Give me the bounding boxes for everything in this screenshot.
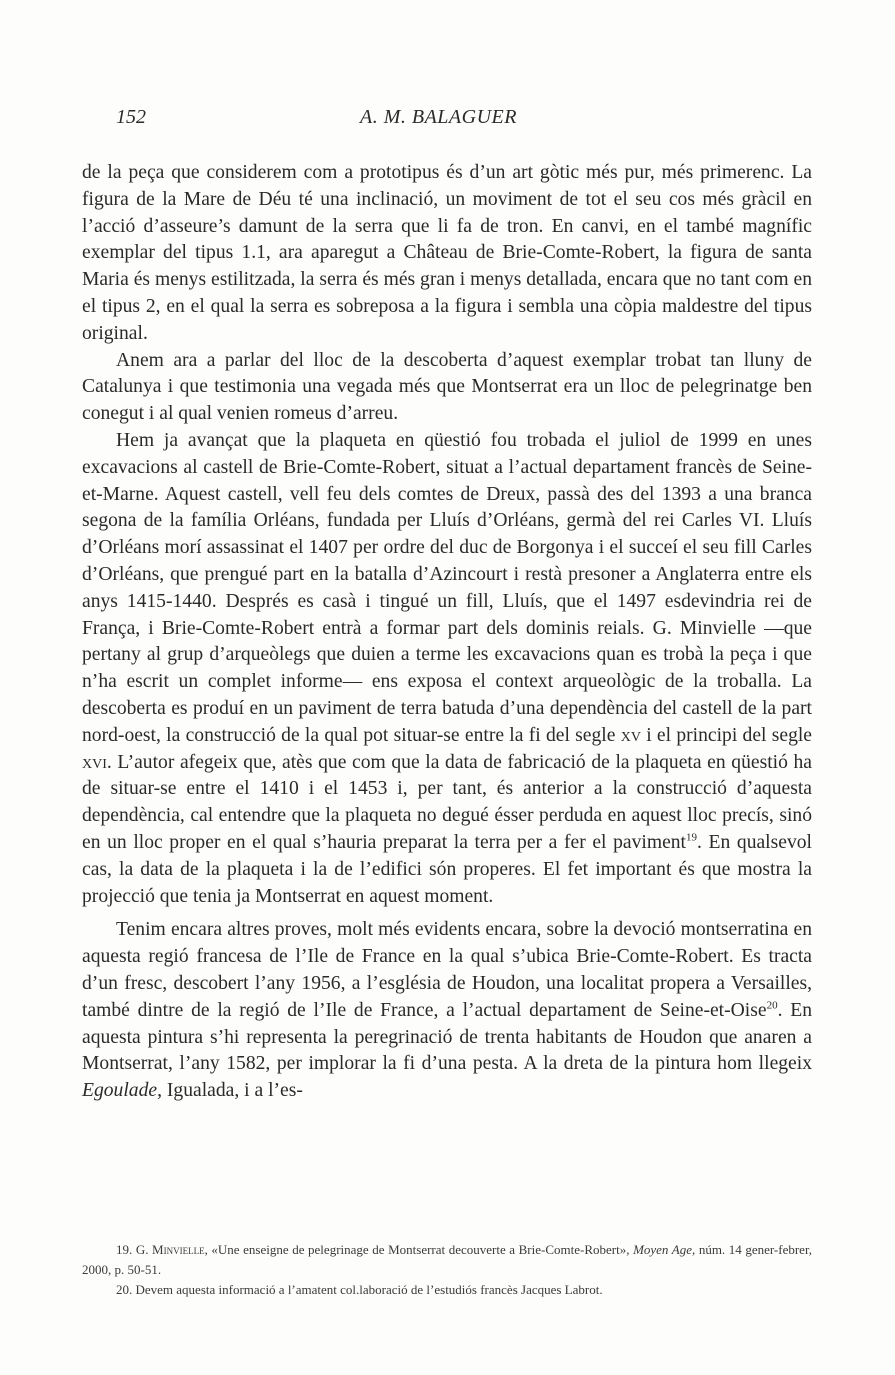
footnote-19 (82, 1240, 812, 1280)
paragraph-3-part-c: . L’autor afegeix que, atès que com que la data de fabricació de la plaqueta en qüestió ha de situar-se entre el 1410 i el 1453 i, per tant, és anterior a la construcció d’aquesta dependència, cal entendre que la plaqueta no degué ésser perduda en aquest lloc precís, sinó en un lloc proper en el qual s’hauria preparat la terra per a fer el paviment (82, 751, 812, 853)
footnote-19-journal: Moyen Age, (633, 1242, 696, 1257)
footnote-19-number: 19. G. (116, 1242, 149, 1257)
running-head: A. M. BALAGUER (360, 106, 517, 128)
century-xv: xv (620, 724, 641, 746)
footnote-19-details: núm. 14 gener-febrer, 2000, p. 50-51. (82, 1242, 813, 1277)
paragraph-2: Anem ara a parlar del lloc de la descoberta d’aquest exemplar trobat tan lluny de Catalunya i que testimonia una vegada més que Montserrat era un lloc de pelegrinatge ben conegut i al qual venien romeus d’arreu. (82, 349, 812, 425)
paragraph-3 (82, 428, 812, 910)
paragraph-4 (82, 917, 812, 1105)
page-header (116, 106, 816, 136)
footnote-20: 20. Devem aquesta informació a l’amatent col.laboració de l’estudiós francès Jacques Labrot. (116, 1282, 603, 1297)
footnote-ref-20: 20 (766, 999, 778, 1012)
footnote-ref-19: 19 (686, 831, 697, 844)
paragraph-1: de la peça que considerem com a prototipus és d’un art gòtic més pur, més primerenc. La figura de la Mare de Déu té una inclinació, un moviment de tot el seu cos més gràcil en l’acció d’asseure’s damunt de la serra que li fa de tron. En canvi, en el també magnífic exemplar del tipus 1.1, ara aparegut a Château de Brie-Comte-Robert, la figura de santa Maria és menys estilitzada, la serra és més gran i menys detallada, encara que no tant com en el tipus 2, en el qual la serra es sobreposa a la figura i sembla una còpia maldestre del tipus original. (82, 162, 812, 344)
paragraph-3-part-d: . En qualsevol cas, la data de la plaqueta i la de l’edifici són properes. El fet important és que mostra la projecció que tenia ja Montserrat en aquest moment. (82, 831, 812, 907)
paragraph-4-part-a: Tenim encara altres proves, molt més evidents encara, sobre la devoció montserratina en aquesta regió francesa de l’Ile de France en la qual s’ubica Brie-Comte-Robert. Es tracta d’un fresc, descobert l’any 1956, a l’església de Houdon, una localitat propera a Versailles, també dintre de la regió de l’Ile de France, a l’actual departament de Seine-et-Oise (82, 919, 812, 1021)
paragraph-3-part-a: Hem ja avançat que la plaqueta en qüestió fou trobada el juliol de 1999 en unes excavacions al castell de Brie-Comte-Robert, situat a l’actual departament francès de Seine-et-Marne. Aquest castell, vell feu dels comtes de Dreux, passà des del 1393 a una branca segona de la família Orléans, fundada per Lluís d’Orléans, germà del rei Carles VI. Lluís d’Orléans morí assassinat el 1407 per ordre del duc de Borgonya i el succeí el seu fill Carles d’Orléans, que prengué part en la batalla d’Azincourt i restà presoner a Anglaterra entre els anys 1415-1440. Després es casà i tingué un fill, Lluís, que el 1497 esdevindria rei de França, i Brie-Comte-Robert entrà a formar part dels dominis reials. G. Minvielle —que pertany al grup d’arqueòlegs que duien a terme les excavacions quan es trobà la peça i que n’ha escrit un complet informe— ens exposa el context arqueològic de la troballa. La descoberta es produí en un paviment de terra batuda d’una dependència del castell de la part nord-oest, la construcció de la qual pot situar-se entre la fi del segle (82, 429, 812, 746)
paragraph-4-part-b: . En aquesta pintura s’hi representa la peregrinació de trenta habitants de Houdon que anaren a Montserrat, l’any 1582, per implorar la fi d’una pesta. A la dreta de la pintura hom llegeix (82, 999, 813, 1075)
page-number: 152 (116, 106, 146, 128)
footnotes (82, 1240, 812, 1300)
footnote-19-title: , «Une enseigne de pelegrinage de Montserrat decouverte a Brie-Comte-Robert», (204, 1242, 630, 1257)
body-text (82, 160, 812, 1105)
paragraph-3-part-b: i el principi del segle (646, 724, 813, 746)
century-xvi: xvi (82, 751, 107, 773)
place-name-italic: Egoulade, (82, 1080, 162, 1102)
paragraph-4-part-c: Igualada, i a l’es- (166, 1080, 303, 1102)
footnote-19-author: Minvielle (152, 1242, 205, 1257)
